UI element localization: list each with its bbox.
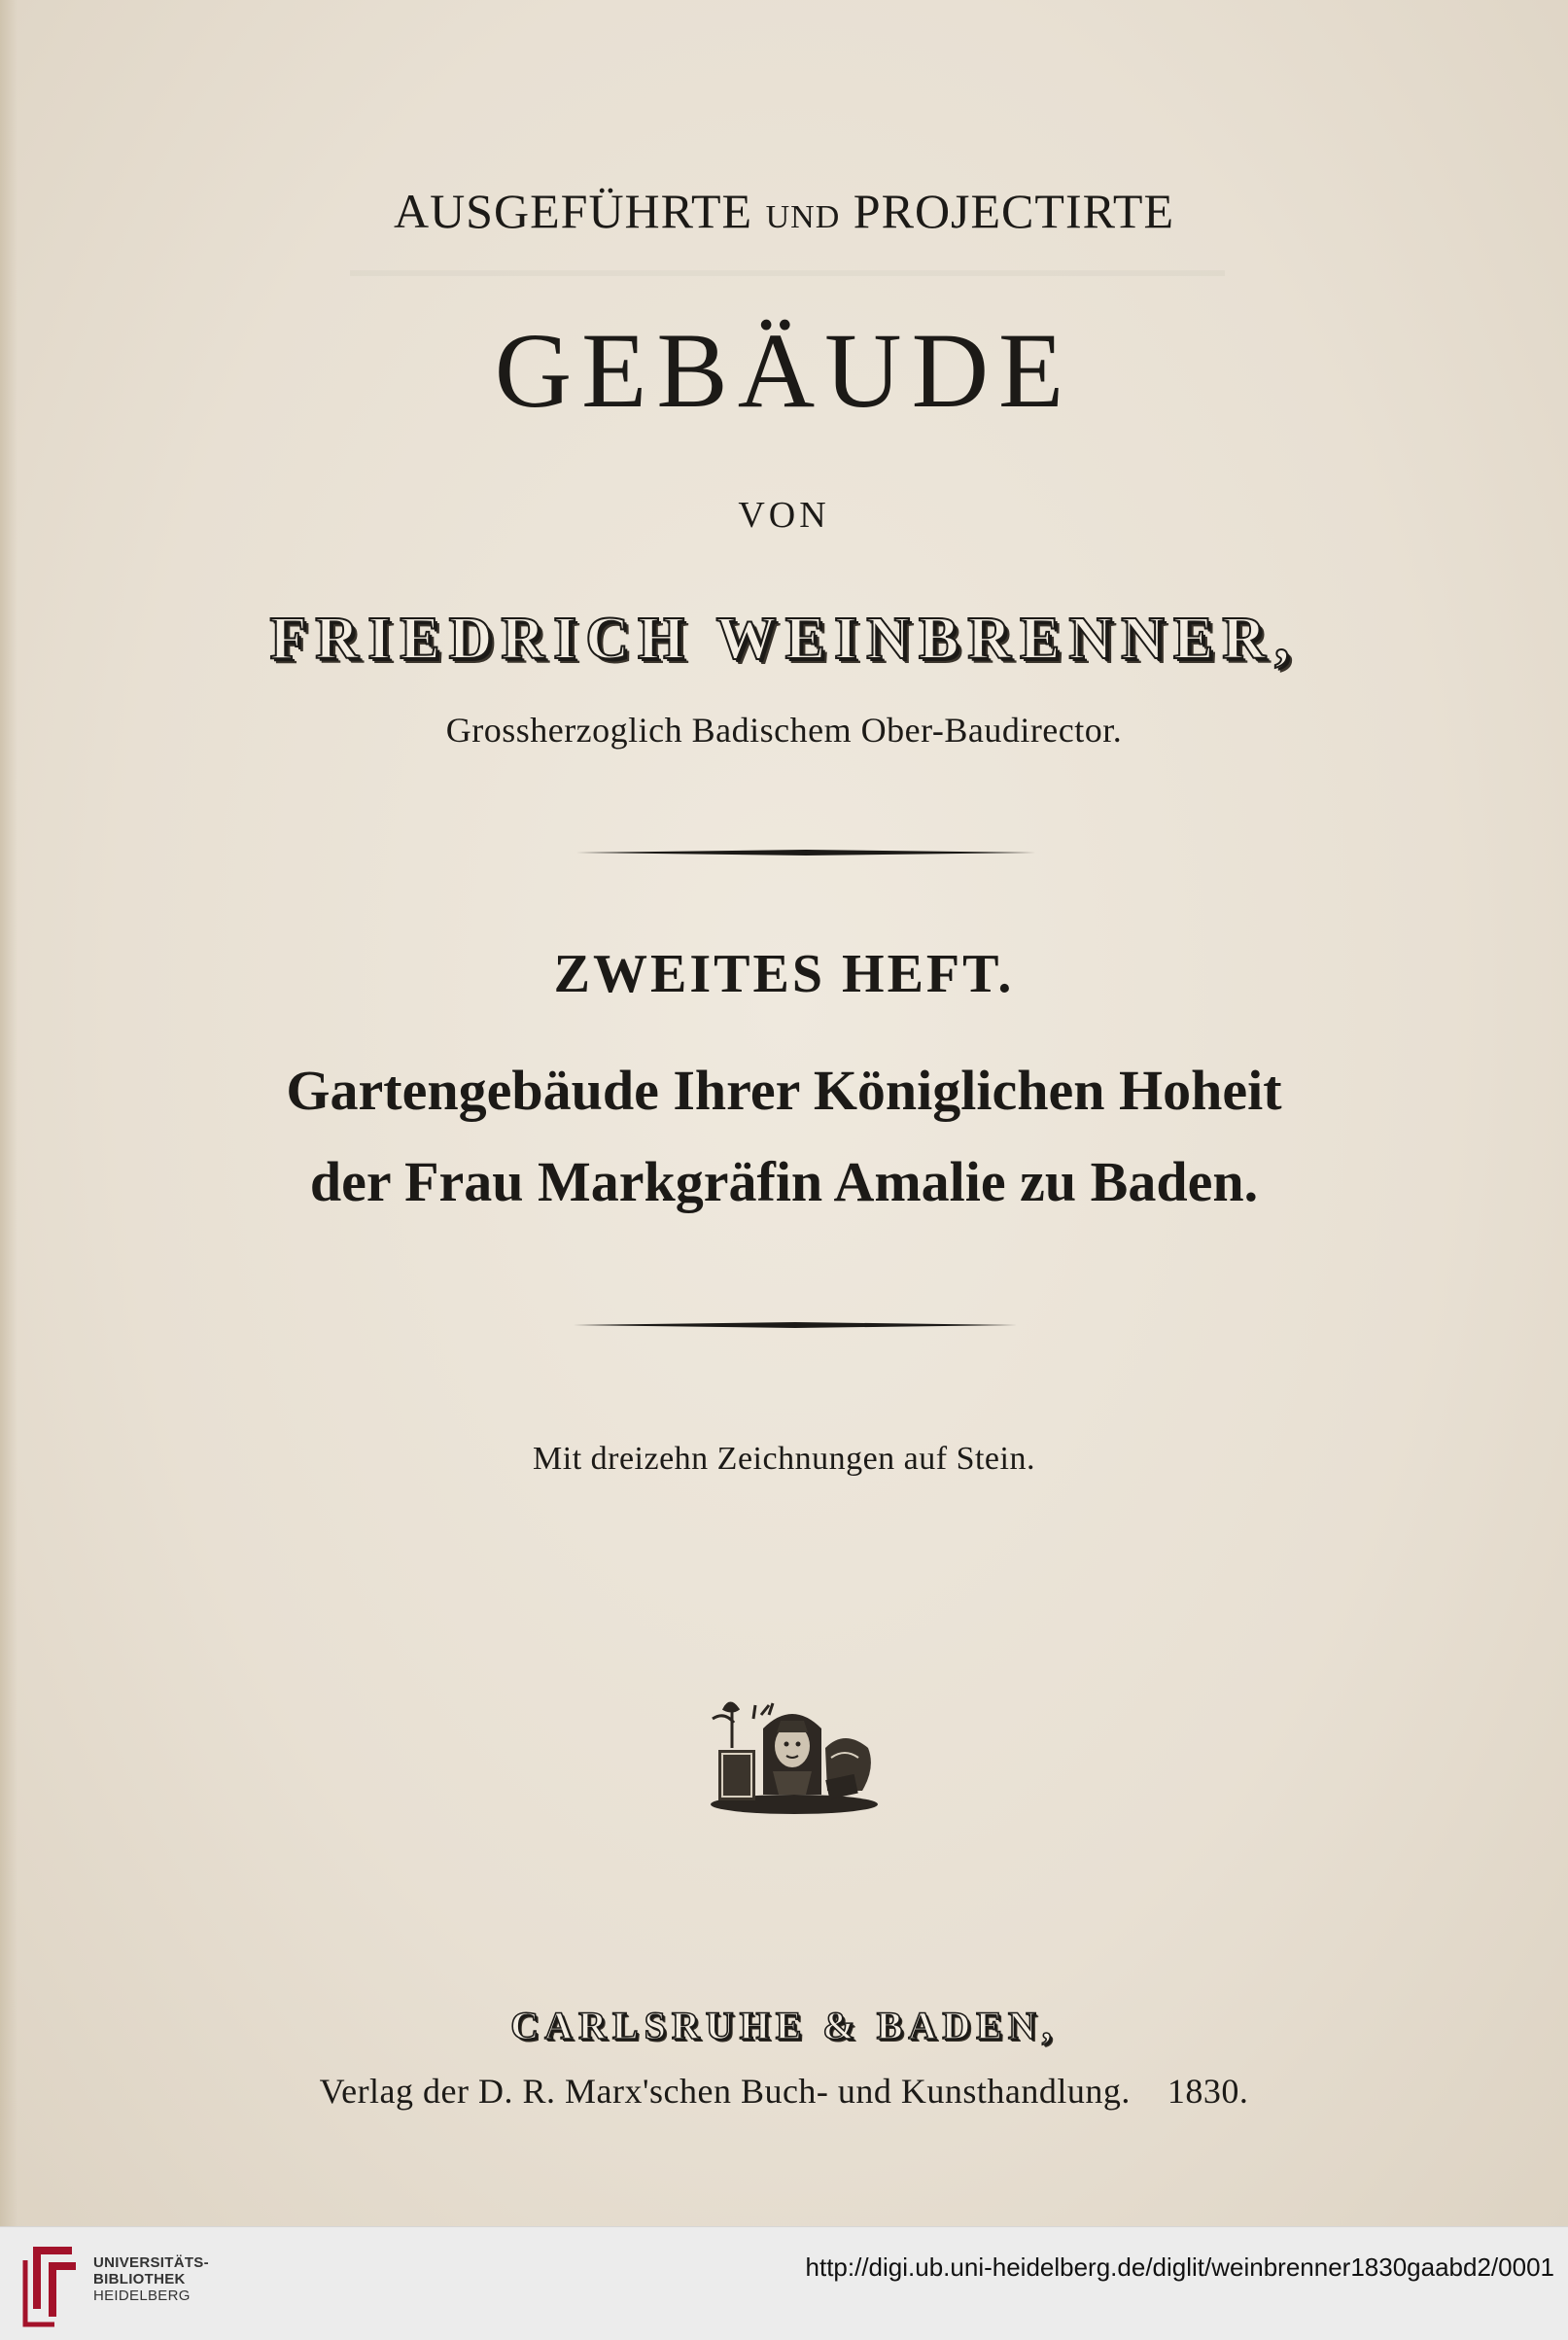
library-name-line-3: HEIDELBERG (93, 2288, 191, 2304)
issue-heading: ZWEITES HEFT. (553, 944, 1015, 1004)
series-part2: PROJECTIRTE (853, 184, 1175, 238)
series-part1: AUSGEFÜHRTE (393, 184, 753, 238)
publication-place: CARLSRUHE & BADEN, (510, 2004, 1058, 2047)
digitization-footer (0, 2226, 1568, 2340)
publication-year: 1830. (1167, 2072, 1249, 2111)
library-name (93, 2254, 209, 2304)
publisher-line (0, 2071, 1568, 2112)
printer-vignette-image (705, 1690, 880, 1821)
publisher-name: Verlag der D. R. Marx'schen Buch- und Kunsthandlung. (319, 2072, 1131, 2111)
plates-note: Mit dreizehn Zeichnungen auf Stein. (533, 1441, 1035, 1477)
author-position: Grossherzoglich Badischem Ober-Baudirector. (445, 711, 1123, 750)
divider-rule-bottom (574, 1322, 1017, 1328)
series-title (0, 183, 1568, 239)
series-conj: UND (765, 199, 841, 235)
library-name-line-2: BIBLIOTHEK (93, 2271, 186, 2288)
permalink-url[interactable]: http://digi.ub.uni-heidelberg.de/diglit/weinbrenner1830gaabd2/0001 (805, 2253, 1554, 2282)
by-line: VON (738, 495, 830, 536)
library-logo-icon (19, 2239, 91, 2328)
subtitle-line-1: Gartengebäude Ihrer Königlichen Hoheit (286, 1059, 1282, 1122)
subtitle-line-2: der Frau Markgräfin Amalie zu Baden. (309, 1150, 1259, 1213)
library-name-line-1: UNIVERSITÄTS- (93, 2254, 209, 2271)
main-title: GEBÄUDE (494, 311, 1074, 430)
author-name: FRIEDRICH WEINBRENNER, (269, 606, 1299, 672)
divider-rule-top (576, 850, 1035, 856)
